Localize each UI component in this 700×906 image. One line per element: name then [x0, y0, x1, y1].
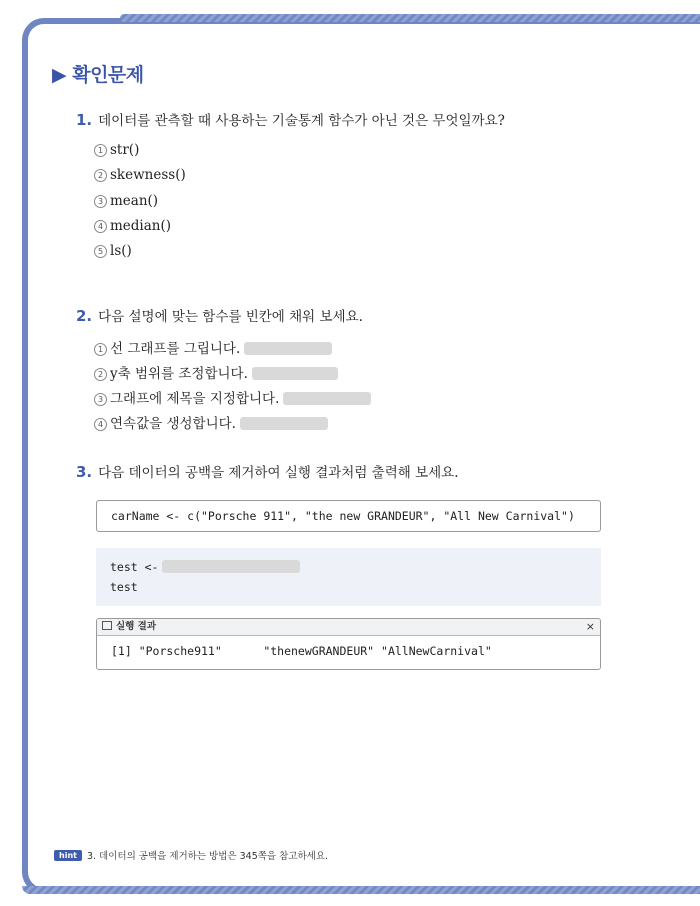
option-circle-marker: 1 [94, 343, 107, 356]
option-text: 선 그래프를 그립니다. [110, 341, 241, 357]
hint-badge: hint [54, 850, 82, 861]
option-text: 그래프에 제목을 지정합니다. [110, 391, 280, 407]
question-3-number: 3. [76, 463, 93, 481]
question-2-number: 2. [76, 307, 93, 325]
code-line-2 [110, 577, 587, 597]
code-line-text: test [110, 580, 138, 594]
question-2-text: 다음 설명에 맞는 함수를 빈칸에 채워 보세요. [98, 309, 363, 325]
run-result-output: [1] "Porsche911" "thenewGRANDEUR" "AllNewCarnival" [111, 644, 492, 658]
question-1 [76, 109, 505, 129]
option-text: y축 범위를 조정합니다. [110, 366, 248, 382]
frame-top-accent [120, 14, 700, 22]
option-circle-marker: 1 [94, 144, 107, 157]
code-answer-area [96, 548, 601, 606]
option-circle-marker: 4 [94, 418, 107, 431]
question-2 [76, 305, 363, 325]
answer-blank[interactable] [252, 367, 338, 380]
question-3 [76, 461, 459, 481]
option-text: mean() [110, 193, 159, 209]
q1-option-4 [94, 218, 171, 234]
q1-option-1 [94, 142, 139, 158]
q1-option-5 [94, 243, 132, 259]
option-circle-marker: 2 [94, 368, 107, 381]
code-line-1 [110, 557, 587, 577]
run-result-header [97, 619, 600, 636]
option-text: ls() [110, 243, 132, 259]
question-1-number: 1. [76, 111, 93, 129]
section-title: ▶ 확인문제 [52, 64, 144, 86]
code-definition-box [96, 500, 601, 532]
option-circle-marker: 4 [94, 220, 107, 233]
hint-note [54, 848, 328, 862]
option-circle-marker: 2 [94, 169, 107, 182]
question-1-text: 데이터를 관측할 때 사용하는 기술통계 함수가 아닌 것은 무엇일까요? [98, 113, 505, 129]
q1-option-3 [94, 193, 158, 209]
run-result-title: 실행 결과 [116, 621, 157, 632]
option-text: str() [110, 142, 140, 158]
option-text: 연속값을 생성합니다. [110, 416, 236, 432]
answer-blank[interactable] [283, 392, 371, 405]
q2-option-2 [94, 362, 338, 382]
option-circle-marker: 5 [94, 245, 107, 258]
option-circle-marker: 3 [94, 393, 107, 406]
run-result-box [96, 618, 601, 670]
question-3-text: 다음 데이터의 공백을 제거하여 실행 결과처럼 출력해 보세요. [98, 465, 459, 481]
option-text: skewness() [110, 167, 186, 183]
close-icon[interactable]: × [585, 620, 595, 633]
code-definition-line: carName <- c("Porsche 911", "the new GRANDEUR", "All New Carnival") [111, 509, 575, 523]
q1-option-2 [94, 167, 186, 183]
q2-option-1 [94, 337, 332, 357]
q2-option-3 [94, 387, 371, 407]
answer-blank[interactable] [240, 417, 328, 430]
option-text: median() [110, 218, 172, 234]
option-circle-marker: 3 [94, 195, 107, 208]
code-answer-blank[interactable] [162, 560, 300, 573]
frame-bottom-accent [22, 886, 700, 894]
code-line-text: test <- [110, 560, 159, 574]
answer-blank[interactable] [244, 342, 332, 355]
q2-option-4 [94, 412, 328, 432]
hint-text: 3. 데이터의 공백을 제거하는 방법은 345쪽을 참고하세요. [86, 851, 329, 862]
terminal-icon [102, 621, 112, 630]
